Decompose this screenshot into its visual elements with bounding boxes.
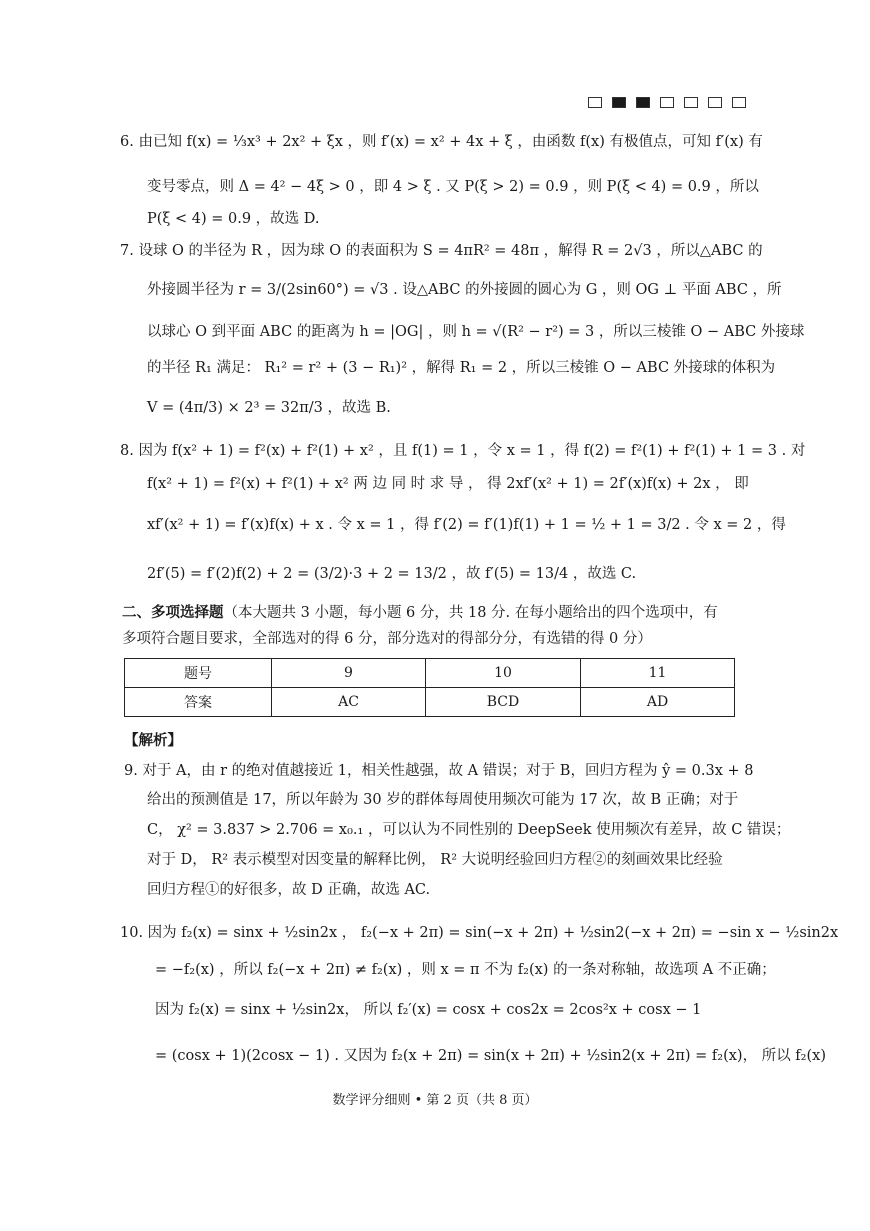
progress-square: [660, 97, 674, 108]
progress-square: [612, 97, 626, 108]
q7-line-3: 以球心 O 到平面 ABC 的距离为 h = |OG| ，则 h = √(R² − r²) = 3 ，所以三棱锥 O − ABC 外接球: [147, 324, 805, 340]
q10-line-4: = (cosx + 1)(2cosx − 1) . 又因为 f₂(x + 2π) = sin(x + 2π) + ½sin2(x + 2π) = f₂(x)， 所以 f₂(x): [155, 1048, 826, 1064]
table-cell: 题号: [125, 659, 272, 688]
q9-line-1: 9. 对于 A，由 r 的绝对值越接近 1，相关性越强，故 A 错误；对于 B，回归方程为 ŷ = 0.3x + 8: [124, 763, 754, 779]
q7-line-2: 外接圆半径为 r = 3/(2sin60°) = √3 . 设△ABC 的外接圆的圆心为 G ，则 OG ⊥ 平面 ABC ，所: [147, 282, 782, 298]
table-cell: 11: [581, 659, 735, 688]
section-2-title: 二、多项选择题: [122, 605, 224, 621]
q8-line-1: 8. 因为 f(x² + 1) = f²(x) + f²(1) + x² ，且 f(1) = 1 ，令 x = 1 ，得 f(2) = f²(1) + f²(1) + 1 = 3 . 对: [120, 443, 806, 459]
q9-line-3: C， χ² = 3.837 > 2.706 = x₀.₁ ，可以认为不同性别的 DeepSeek 使用频次有差异，故 C 错误；: [147, 822, 791, 838]
q9-line-5: 回归方程①的好很多，故 D 正确，故选 AC.: [147, 882, 431, 898]
q8-line-3: xf′(x² + 1) = f′(x)f(x) + x . 令 x = 1 ，得 f′(2) = f′(1)f(1) + 1 = ½ + 1 = 3/2 . 令 x = 2 ，得: [147, 517, 786, 533]
page-progress-indicator: [588, 97, 746, 108]
progress-square: [732, 97, 746, 108]
table-cell: BCD: [426, 688, 581, 717]
progress-square: [684, 97, 698, 108]
section-2-desc-1: （本大题共 3 小题，每小题 6 分，共 18 分. 在每小题给出的四个选项中，有: [223, 605, 718, 621]
q10-line-1: 10. 因为 f₂(x) = sinx + ½sin2x ， f₂(−x + 2π) = sin(−x + 2π) + ½sin2(−x + 2π) = −sin x − ½sin2x: [120, 925, 839, 941]
analysis-label: 【解析】: [124, 733, 182, 749]
answer-table: [124, 658, 735, 717]
q6-line-2: 变号零点，则 Δ = 4² − 4ξ > 0 ，即 4 > ξ . 又 P(ξ > 2) = 0.9 ，则 P(ξ < 4) = 0.9 ，所以: [147, 179, 759, 195]
progress-square: [636, 97, 650, 108]
progress-square: [708, 97, 722, 108]
section-2-desc-2: 多项符合题目要求，全部选对的得 6 分，部分选对的得部分分，有选错的得 0 分）: [122, 631, 652, 647]
table-cell: AD: [581, 688, 735, 717]
q7-line-4: 的半径 R₁ 满足： R₁² = r² + (3 − R₁)² ，解得 R₁ = 2 ，所以三棱锥 O − ABC 外接球的体积为: [147, 360, 776, 376]
q7-line-5: V = (4π/3) × 2³ = 32π/3 ，故选 B.: [147, 400, 391, 416]
q8-line-4: 2f′(5) = f′(2)f(2) + 2 = (3/2)·3 + 2 = 13/2 ，故 f′(5) = 13/4 ，故选 C.: [147, 566, 637, 582]
progress-square: [588, 97, 602, 108]
q9-line-4: 对于 D， R² 表示模型对因变量的解释比例， R² 大说明经验回归方程②的刻画效果比经验: [147, 852, 723, 868]
section-2-heading: [122, 603, 718, 623]
q6-line-1: 6. 由已知 f(x) = ⅓x³ + 2x² + ξx ，则 f′(x) = x² + 4x + ξ ，由函数 f(x) 有极值点，可知 f′(x) 有: [120, 134, 763, 150]
table-cell: 9: [272, 659, 426, 688]
table-cell: AC: [272, 688, 426, 717]
q9-line-2: 给出的预测值是 17，所以年龄为 30 岁的群体每周使用频次可能为 17 次，故 B 正确；对于: [147, 792, 739, 808]
q10-line-3: 因为 f₂(x) = sinx + ½sin2x， 所以 f₂′(x) = cosx + cos2x = 2cos²x + cosx − 1: [155, 1002, 702, 1018]
page-footer: 数学评分细则 • 第 2 页（共 8 页）: [332, 1093, 538, 1108]
q6-line-3: P(ξ < 4) = 0.9 ，故选 D.: [147, 211, 320, 227]
q7-line-1: 7. 设球 O 的半径为 R ，因为球 O 的表面积为 S = 4πR² = 48π ，解得 R = 2√3 ，所以△ABC 的: [120, 243, 763, 259]
table-row: [125, 688, 735, 717]
table-cell: 答案: [125, 688, 272, 717]
table-cell: 10: [426, 659, 581, 688]
q10-line-2: = −f₂(x) ，所以 f₂(−x + 2π) ≠ f₂(x) ，则 x = π 不为 f₂(x) 的一条对称轴，故选项 A 不正确；: [155, 962, 776, 978]
table-row: [125, 659, 735, 688]
q8-line-2: f(x² + 1) = f²(x) + f²(1) + x² 两 边 同 时 求 导 ， 得 2xf′(x² + 1) = 2f′(x)f(x) + 2x ， 即: [147, 476, 749, 492]
